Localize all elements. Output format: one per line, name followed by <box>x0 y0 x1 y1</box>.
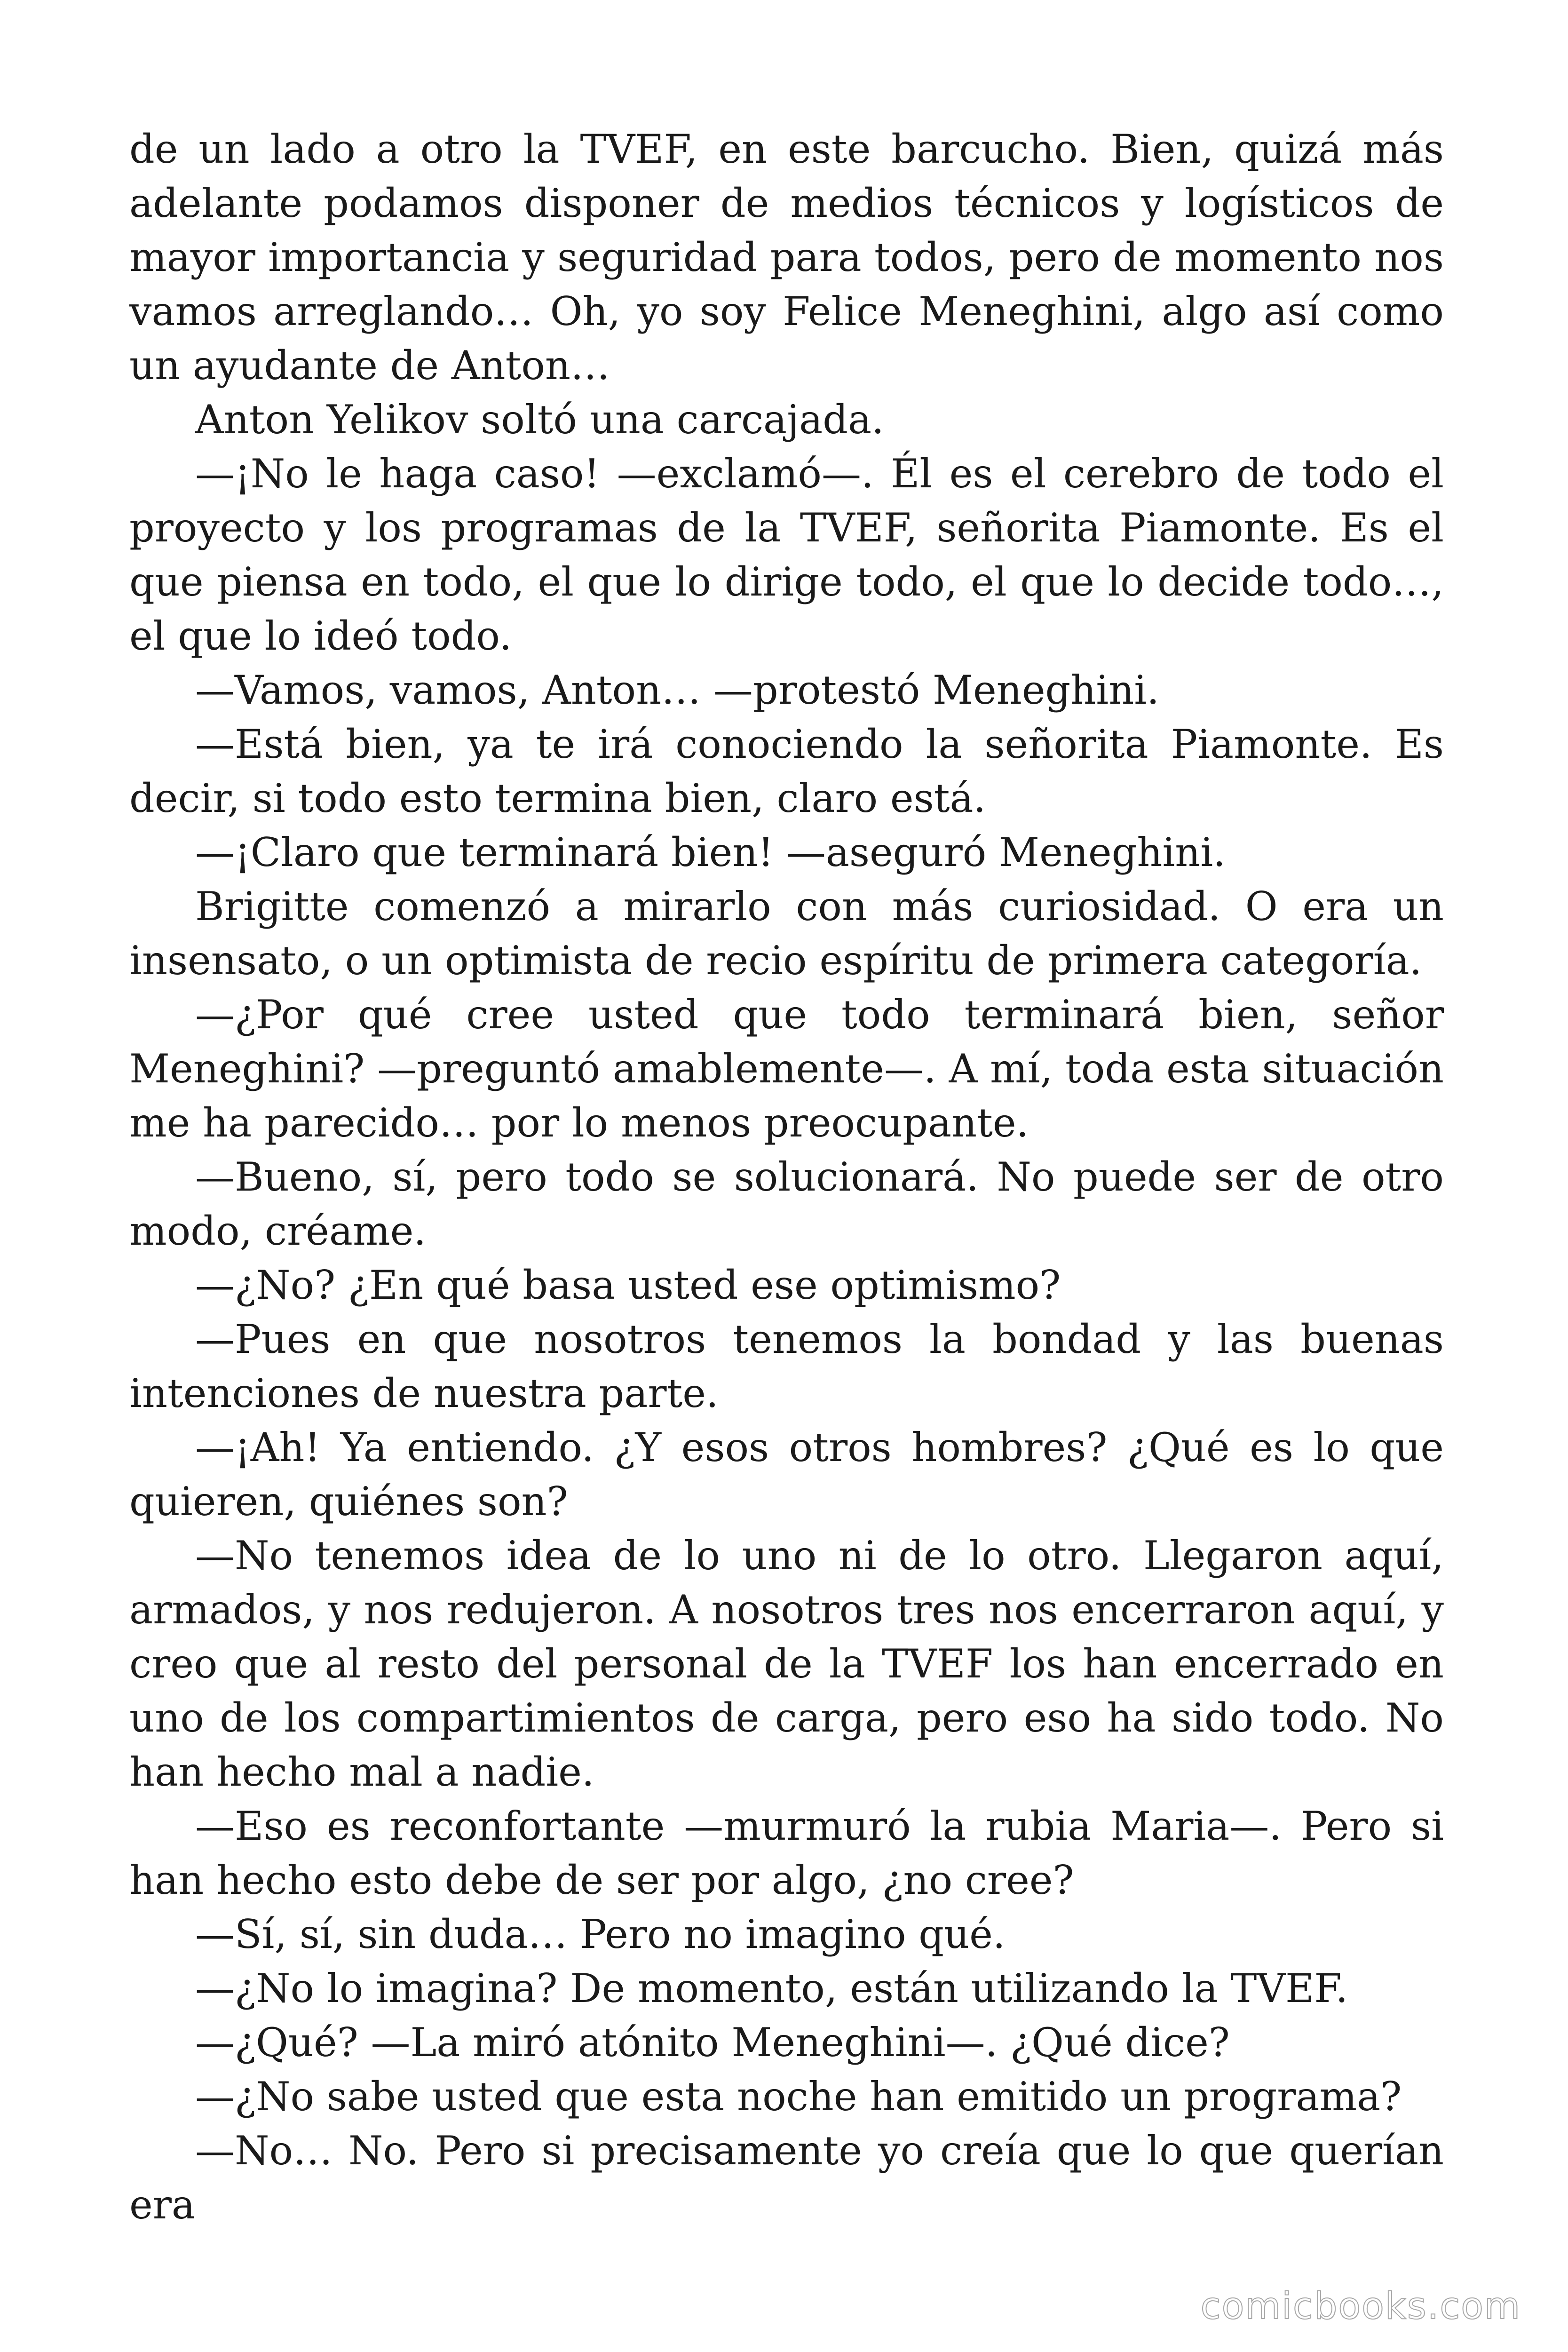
paragraph: Anton Yelikov soltó una carcajada. <box>195 397 884 443</box>
paragraph: —Sí, sí, sin duda… Pero no imagino qué. <box>195 1911 1006 1957</box>
watermark: comicbooks.com <box>1200 2285 1521 2328</box>
book-page-text <box>129 122 1444 2232</box>
paragraph-continuation: de un lado a otro la TVEF, en este barcucho. Bien, quizá más adelante podamos disponer de medios técnicos y logísticos de mayor importancia y seguridad para todos, pero de momento nos vamos arreglando… Oh, yo soy Felice Meneghini, algo así como un ayudante de Anton… <box>129 126 1444 389</box>
paragraph: —Eso es reconfortante —murmuró la rubia Maria—. Pero si han hecho esto debe de ser por algo, ¿no cree? <box>129 1803 1444 1903</box>
paragraph: —¡Ah! Ya entiendo. ¿Y esos otros hombres? ¿Qué es lo que quieren, quiénes son? <box>129 1424 1444 1525</box>
paragraph: —Está bien, ya te irá conociendo la señorita Piamonte. Es decir, si todo esto termina bien, claro está. <box>129 721 1444 821</box>
paragraph: —¿Por qué cree usted que todo terminará bien, señor Meneghini? —preguntó amablemente—. A mí, toda esta situación me ha parecido… por lo menos preocupante. <box>129 992 1444 1146</box>
paragraph: —¿No sabe usted que esta noche han emitido un programa? <box>195 2074 1402 2120</box>
paragraph: —¡Claro que terminará bien! —aseguró Meneghini. <box>195 829 1226 875</box>
paragraph: —No tenemos idea de lo uno ni de lo otro. Llegaron aquí, armados, y nos redujeron. A nosotros tres nos encerraron aquí, y creo que al resto del personal de la TVEF los han encerrado en uno de los compartimientos de carga, pero eso ha sido todo. No han hecho mal a nadie. <box>129 1533 1444 1795</box>
paragraph: —¿No? ¿En qué basa usted ese optimismo? <box>195 1262 1061 1308</box>
paragraph: —Pues en que nosotros tenemos la bondad y las buenas intenciones de nuestra parte. <box>129 1316 1444 1416</box>
paragraph: —¡No le haga caso! —exclamó—. Él es el cerebro de todo el proyecto y los programas de la TVEF, señorita Piamonte. Es el que piensa en todo, el que lo dirige todo, el que lo decide todo…, el que lo ideó todo. <box>129 451 1444 659</box>
paragraph: —¿Qué? —La miró atónito Meneghini—. ¿Qué dice? <box>195 2019 1230 2066</box>
paragraph-last-line: —No… No. Pero si precisamente yo creía que lo que querían era <box>129 2128 1444 2228</box>
paragraph: —¿No lo imagina? De momento, están utilizando la TVEF. <box>195 1965 1348 2011</box>
paragraph: Brigitte comenzó a mirarlo con más curiosidad. O era un insensato, o un optimista de recio espíritu de primera categoría. <box>129 883 1444 984</box>
paragraph: —Vamos, vamos, Anton… —protestó Meneghini. <box>195 667 1159 713</box>
paragraph: —Bueno, sí, pero todo se solucionará. No puede ser de otro modo, créame. <box>129 1154 1444 1254</box>
